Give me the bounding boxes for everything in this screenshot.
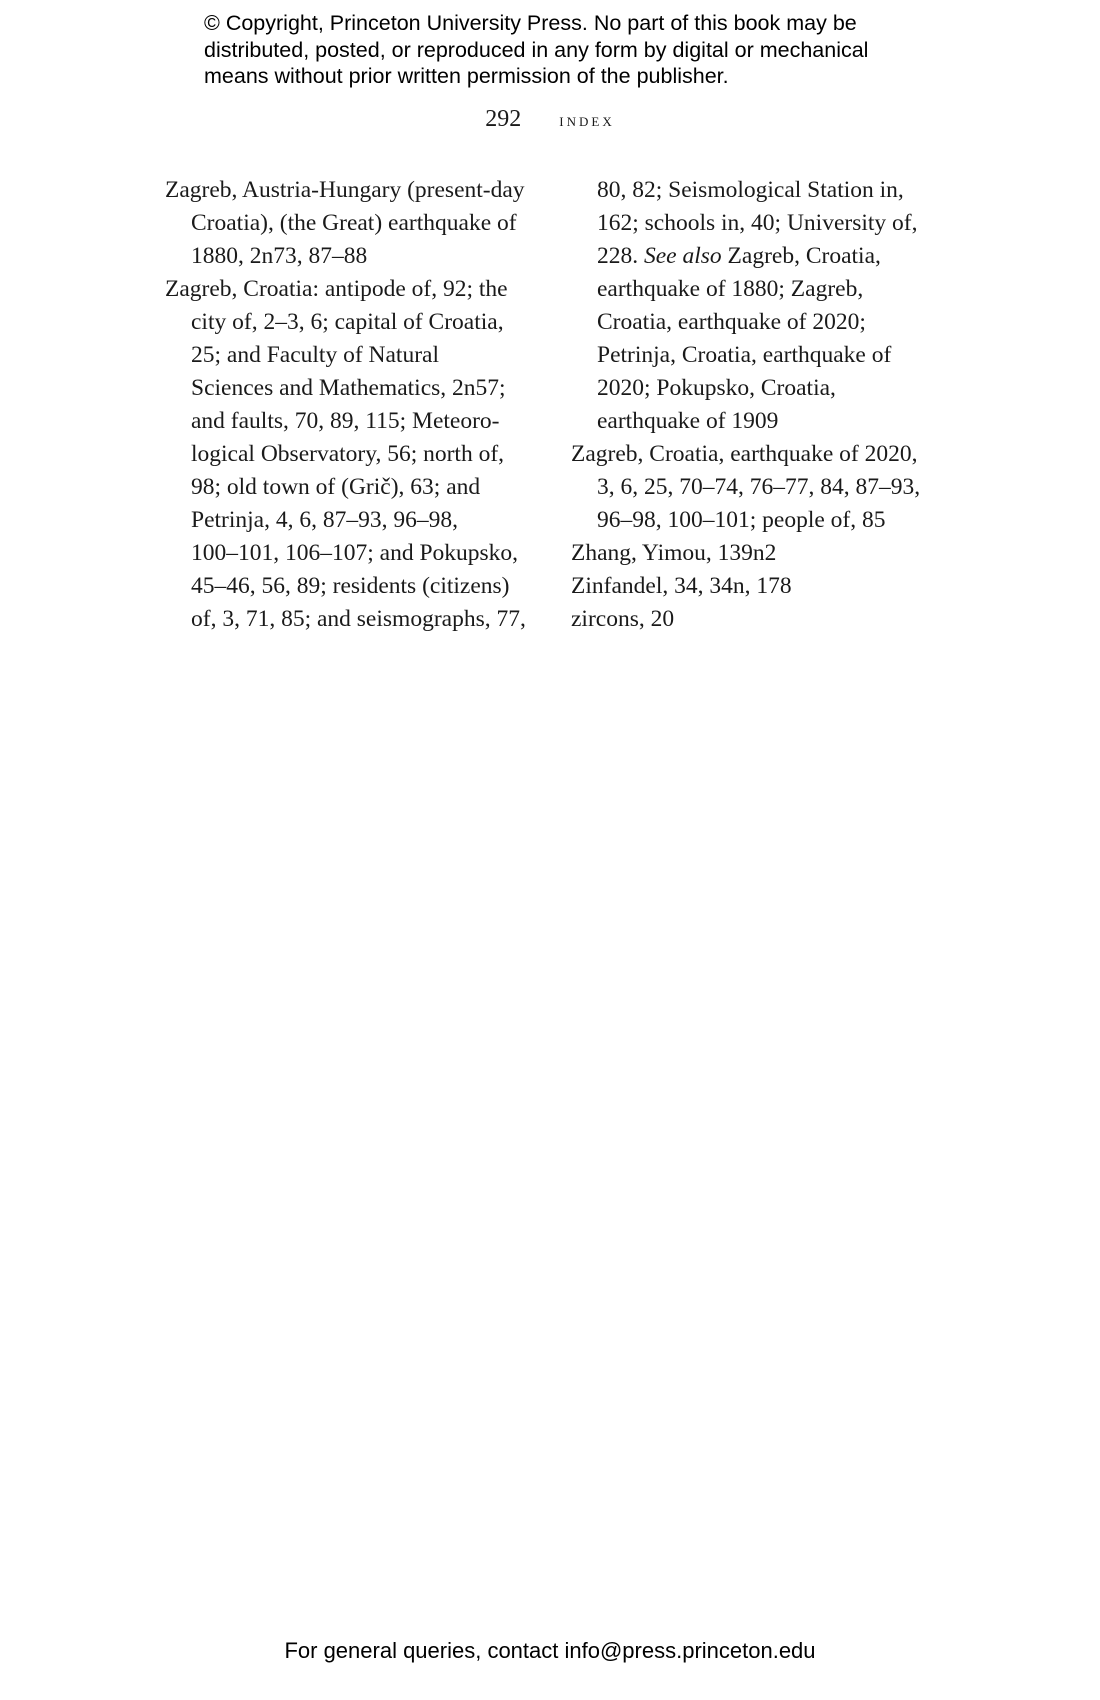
- entry-line: Petrinja, 4, 6, 87–93, 96–98,: [191, 507, 458, 533]
- entry-line: Zagreb, Croatia, earthquake of 2020,: [571, 441, 918, 467]
- entry-line: 3, 6, 25, 70–74, 76–77, 84, 87–93,: [597, 474, 921, 500]
- entry-line: 96–98, 100–101; people of, 85: [597, 507, 886, 533]
- copyright-line: distributed, posted, or reproduced in any form by digital or mechanical: [204, 37, 869, 62]
- copyright-notice: [204, 10, 924, 90]
- entry-line: and faults, 70, 89, 115; Meteoro-: [191, 408, 500, 434]
- entry-line: Petrinja, Croatia, earthquake of: [597, 342, 892, 368]
- entry-line: zircons, 20: [571, 606, 675, 632]
- entry-line: 80, 82; Seismological Station in,: [597, 177, 904, 203]
- index-entry: [571, 438, 941, 537]
- see-also-label: See also: [644, 243, 722, 269]
- index-entry: [571, 537, 941, 570]
- index-entry-continuation: [571, 174, 941, 438]
- entry-line: 1880, 2n73, 87–88: [191, 243, 368, 269]
- entry-line: Zinfandel, 34, 34n, 178: [571, 573, 792, 599]
- entry-line: Croatia), (the Great) earthquake of: [191, 210, 517, 236]
- entry-line: 100–101, 106–107; and Pokupsko,: [191, 540, 519, 566]
- entry-line: 25; and Faculty of Natural: [191, 342, 439, 368]
- index-entry: [165, 273, 535, 636]
- entry-line: Zagreb, Austria-Hungary (present-day: [165, 177, 525, 203]
- index-column-right: [571, 174, 941, 636]
- entry-line: Zagreb, Croatia: antipode of, 92; the: [165, 276, 508, 302]
- entry-text: Zagreb, Croatia,: [721, 243, 881, 269]
- page-number: 292: [485, 106, 522, 132]
- entry-line: of, 3, 71, 85; and seismographs, 77,: [191, 606, 526, 632]
- index-column-left: [165, 174, 535, 636]
- entry-line: Sciences and Mathematics, 2n57;: [191, 375, 506, 401]
- entry-line: 98; old town of (Grič), 63; and: [191, 474, 481, 500]
- entry-line: 45–46, 56, 89; residents (citizens): [191, 573, 510, 599]
- running-head: [0, 106, 1100, 133]
- entry-line: earthquake of 1880; Zagreb,: [597, 276, 864, 302]
- copyright-line: © Copyright, Princeton University Press. No part of this book may be: [204, 11, 857, 35]
- running-title: index: [559, 110, 615, 130]
- index-entry: [165, 174, 535, 273]
- index-entry: [571, 570, 941, 603]
- entry-line: city of, 2–3, 6; capital of Croatia,: [191, 309, 504, 335]
- entry-line: [571, 240, 941, 273]
- entry-line: 2020; Pokupsko, Croatia,: [597, 375, 836, 401]
- index-entry: [571, 603, 941, 636]
- entry-line: Zhang, Yimou, 139n2: [571, 540, 777, 566]
- entry-line: Croatia, earthquake of 2020;: [597, 309, 866, 335]
- copyright-line: means without prior written permission of the publisher.: [204, 64, 729, 88]
- entry-line: logical Observatory, 56; north of,: [191, 441, 505, 467]
- footer-contact: For general queries, contact info@press.princeton.edu: [284, 1638, 816, 1663]
- entry-text: 228.: [597, 243, 644, 269]
- entry-line: 162; schools in, 40; University of,: [597, 210, 918, 236]
- entry-line: earthquake of 1909: [597, 408, 779, 434]
